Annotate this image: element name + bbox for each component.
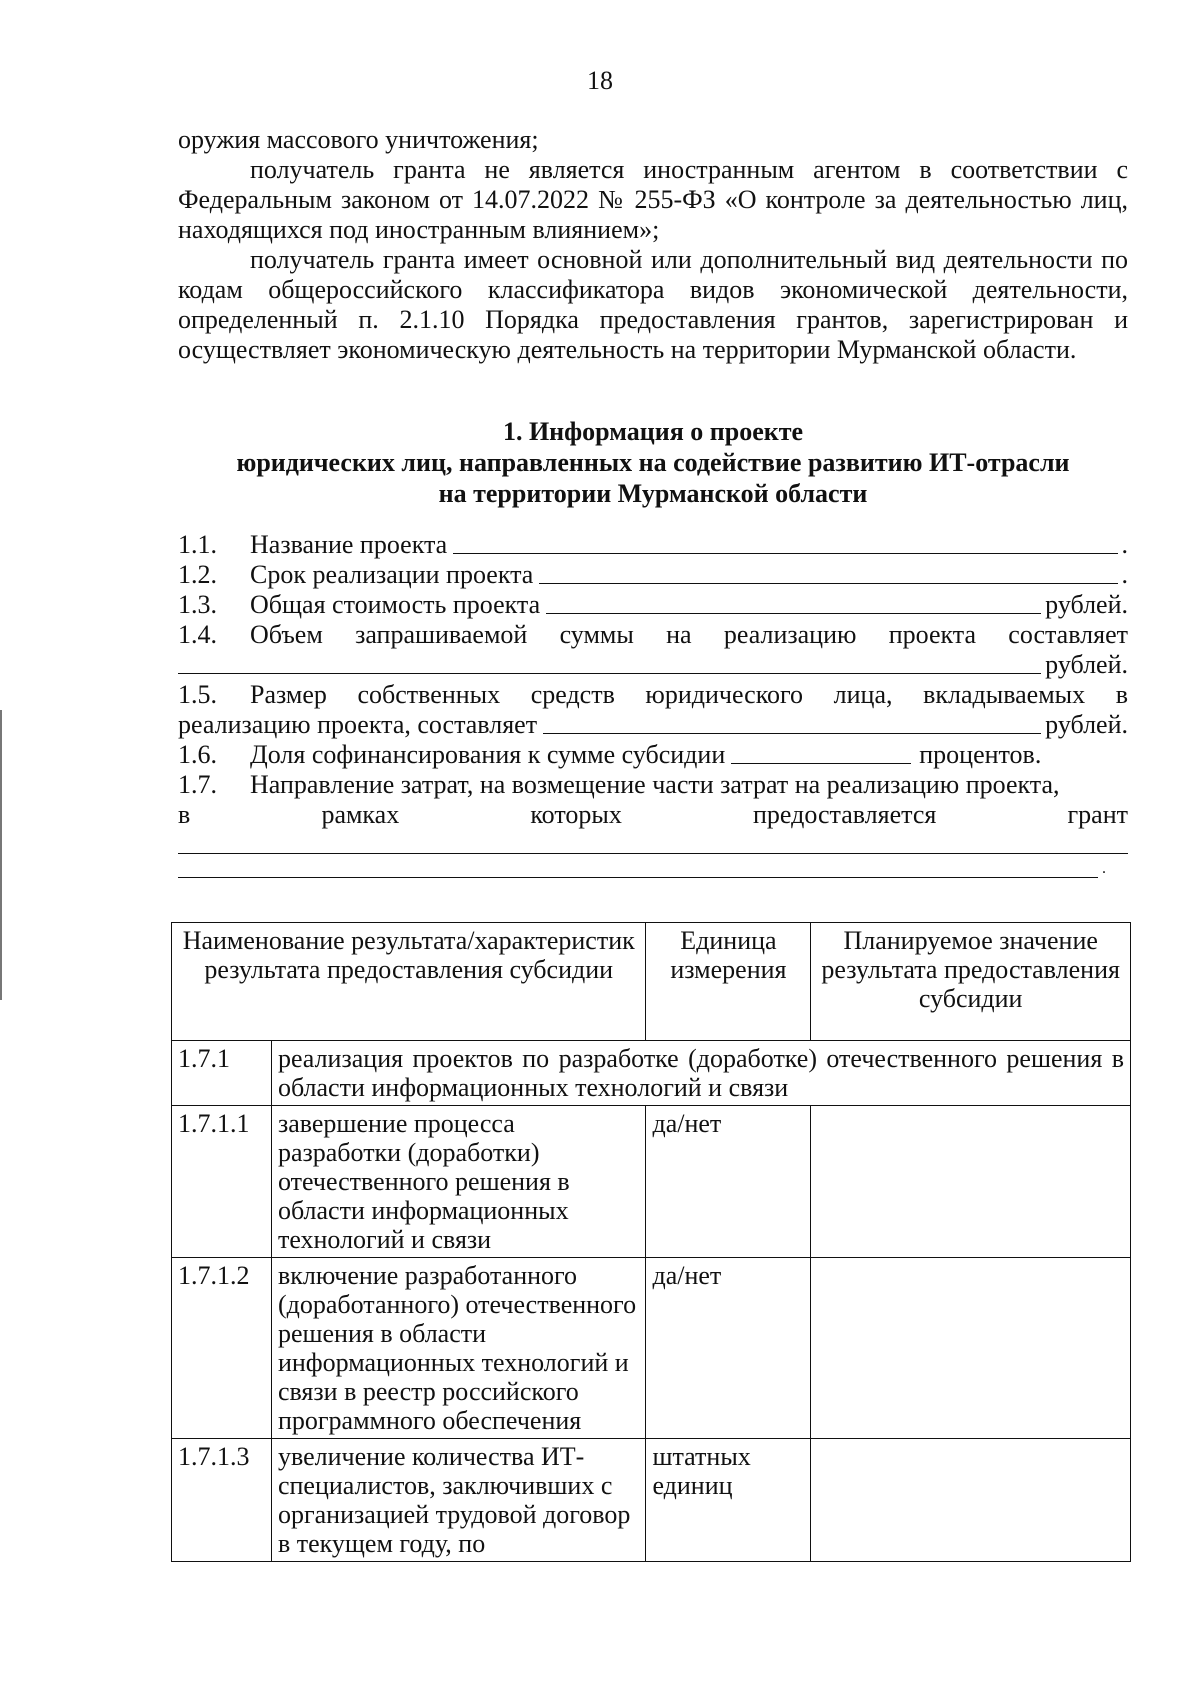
word: которых	[530, 800, 622, 829]
item-number: 1.2.	[178, 560, 217, 589]
row-text: реализация проектов по разработке (доработке) отечественного решения в области информационных технологий и связи	[271, 1041, 1130, 1106]
table-row	[172, 1041, 1131, 1106]
item-label: Общая стоимость проекта	[250, 590, 541, 619]
item-1-4	[178, 620, 1128, 680]
project-cost-field[interactable]	[546, 612, 1041, 614]
row-value-cell[interactable]	[811, 1258, 1131, 1439]
item-label-continued	[178, 800, 1128, 830]
row-value-cell[interactable]	[811, 1439, 1131, 1562]
table-row	[172, 1439, 1131, 1562]
item-number: 1.3.	[178, 590, 217, 619]
project-info-list	[178, 530, 1128, 884]
row-value-cell[interactable]	[811, 1106, 1131, 1258]
scan-edge-mark	[0, 710, 2, 1000]
table-header-row	[172, 923, 1131, 1041]
requested-amount-field[interactable]	[178, 672, 1041, 674]
item-number: 1.7.	[178, 770, 217, 799]
word: предоставляется	[753, 800, 937, 829]
item-1-1	[178, 530, 1128, 560]
item-1-7	[178, 770, 1128, 884]
item-tail: .	[1121, 530, 1128, 559]
item-number: 1.5.	[178, 680, 217, 709]
table-row	[172, 1258, 1131, 1439]
intro-paragraph-activity: получатель гранта имеет основной или дополнительный вид деятельности по кодам общероссийского классификатора видов экономической деятельности, определенный п. 2.1.10 Порядка предоставления грантов, зарегистрирован и осуществляет экономическую деятельность на территории Мурманской области.	[178, 245, 1128, 364]
cost-direction-field-line-2[interactable]	[178, 876, 1098, 878]
results-table	[171, 922, 1131, 1562]
item-tail: процентов.	[919, 740, 1042, 769]
item-label: Название проекта	[250, 530, 448, 559]
row-text: увеличение количества ИТ-специалистов, заключивших с организацией трудовой договор в текущем году, по	[271, 1439, 646, 1562]
word: рамках	[321, 800, 400, 829]
item-tail: рублей.	[1045, 590, 1128, 619]
intro-line: оружия массового уничтожения;	[178, 125, 539, 154]
section-heading	[178, 416, 1128, 509]
intro-paragraph-agent: получатель гранта не является иностранным агентом в соответствии с Федеральным законом от 14.07.2022 № 255-ФЗ «О контроле за деятельностью лиц, находящихся под иностранным влиянием»;	[178, 155, 1128, 244]
row-unit: да/нет	[646, 1106, 811, 1258]
table-row	[172, 1106, 1131, 1258]
word: грант	[1067, 800, 1128, 829]
row-unit: да/нет	[646, 1258, 811, 1439]
item-tail: .	[1121, 560, 1128, 589]
intro-text	[178, 125, 1128, 365]
item-1-3	[178, 590, 1128, 620]
row-number: 1.7.1	[172, 1041, 272, 1106]
row-text: завершение процесса разработки (доработки) отечественного решения в области информационных технологий и связи	[271, 1106, 646, 1258]
heading-line-2: юридических лиц, направленных на содействие развитию ИТ-отрасли	[236, 448, 1070, 477]
item-label: Срок реализации проекта	[250, 560, 534, 589]
item-number: 1.1.	[178, 530, 217, 559]
item-label-continued: реализацию проекта, составляет	[178, 710, 538, 739]
row-number: 1.7.1.1	[172, 1106, 272, 1258]
item-tail: рублей.	[1045, 650, 1128, 679]
item-number: 1.6.	[178, 740, 217, 769]
item-1-6	[178, 740, 1128, 770]
row-number: 1.7.1.3	[172, 1439, 272, 1562]
row-number: 1.7.1.2	[172, 1258, 272, 1439]
item-number: 1.4.	[178, 620, 217, 649]
page-number: 18	[587, 66, 613, 95]
item-label: Доля софинансирования к сумме субсидии	[250, 740, 726, 769]
row-text: включение разработанного (доработанного) отечественного решения в области информационных технологий и связи в реестр российского программного обеспечения	[271, 1258, 646, 1439]
item-label: Объем запрашиваемой суммы на реализацию проекта составляет	[250, 620, 1128, 649]
item-1-2	[178, 560, 1128, 590]
project-term-field[interactable]	[539, 582, 1117, 584]
heading-line-3: на территории Мурманской области	[438, 479, 868, 508]
word: в	[178, 800, 191, 829]
header-result-name: Наименование результата/характеристик результата предоставления субсидии	[172, 923, 646, 1041]
own-funds-field[interactable]	[543, 732, 1041, 734]
row-unit: штатных единиц	[646, 1439, 811, 1562]
cofinancing-share-field[interactable]	[731, 762, 911, 764]
header-planned-value: Планируемое значение результата предоставления субсидии	[811, 923, 1131, 1041]
heading-line-1: 1. Информация о проекте	[502, 417, 804, 446]
item-label: Размер собственных средств юридического лица, вкладываемых в	[250, 680, 1128, 709]
item-label: Направление затрат, на возмещение части затрат на реализацию проекта,	[250, 770, 1060, 799]
item-tail: рублей.	[1045, 710, 1128, 739]
project-name-field[interactable]	[453, 552, 1117, 554]
item-tail: .	[1102, 860, 1106, 877]
item-1-5	[178, 680, 1128, 740]
header-unit: Единица измерения	[646, 923, 811, 1041]
